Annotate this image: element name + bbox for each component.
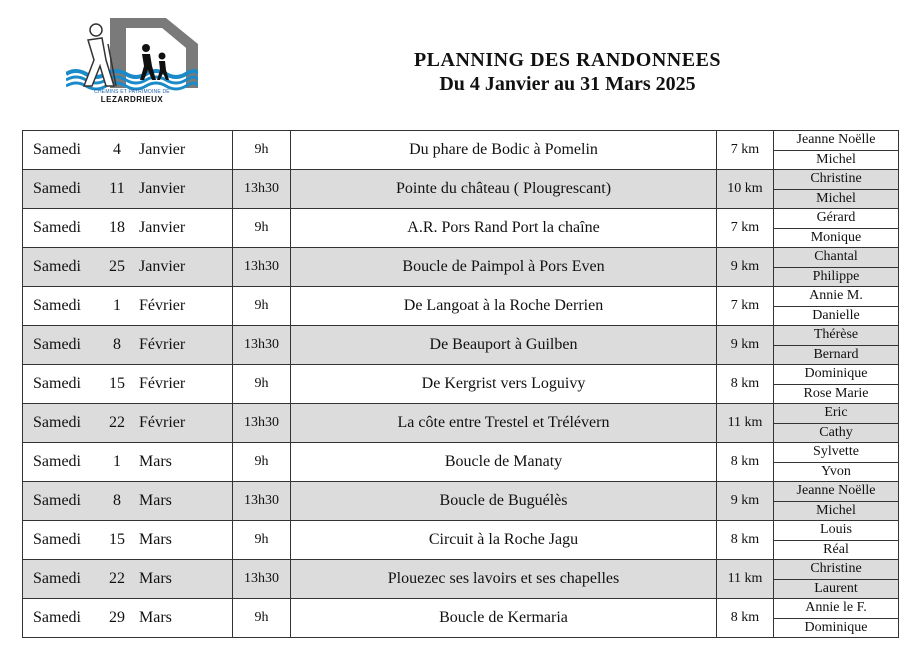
hike-day-number: 29 [109, 609, 125, 626]
hike-guide-2: Michel [774, 189, 899, 209]
hike-guide-1: Dominique [774, 365, 899, 385]
hike-route: Boucle de Paimpol à Pors Even [291, 248, 717, 287]
hike-month: Février [139, 336, 186, 353]
hike-guide-1: Christine [774, 170, 899, 190]
hike-guide-1: Chantal [774, 248, 899, 268]
hike-guide-2: Michel [774, 501, 899, 521]
hike-weekday: Samedi [33, 492, 81, 509]
hike-day-number: 22 [109, 570, 125, 587]
hike-month: Mars [139, 492, 172, 509]
hike-weekday: Samedi [33, 297, 81, 314]
hike-distance: 8 km [717, 599, 774, 638]
hike-day-number: 8 [113, 336, 121, 353]
hike-month: Février [139, 375, 186, 392]
hike-guide-1: Annie le F. [774, 599, 899, 619]
hike-date [23, 248, 233, 287]
hike-distance: 9 km [717, 482, 774, 521]
hike-month: Février [139, 297, 186, 314]
hike-guide-1: Eric [774, 404, 899, 424]
hike-date [23, 521, 233, 560]
hike-date [23, 287, 233, 326]
hike-time: 9h [233, 521, 291, 560]
hike-weekday: Samedi [33, 375, 81, 392]
hike-day-number: 8 [113, 492, 121, 509]
hike-row [23, 521, 899, 541]
hike-distance: 10 km [717, 170, 774, 209]
hike-time: 9h [233, 599, 291, 638]
hike-distance: 8 km [717, 521, 774, 560]
hike-time: 9h [233, 131, 291, 170]
hike-distance: 11 km [717, 560, 774, 599]
hike-guide-1: Thérèse [774, 326, 899, 346]
hike-distance: 9 km [717, 248, 774, 287]
hike-guide-2: Laurent [774, 579, 899, 599]
hike-guide-2: Dominique [774, 618, 899, 638]
hike-day-number: 4 [113, 141, 121, 158]
hike-route: Boucle de Manaty [291, 443, 717, 482]
hike-guide-1: Annie M. [774, 287, 899, 307]
hike-weekday: Samedi [33, 219, 81, 236]
hike-date [23, 209, 233, 248]
hike-weekday: Samedi [33, 180, 81, 197]
page-title-block [380, 48, 755, 96]
hike-date [23, 560, 233, 599]
hike-row [23, 560, 899, 580]
hike-day-number: 15 [109, 375, 125, 392]
hike-time: 13h30 [233, 326, 291, 365]
page-subtitle: Du 4 Janvier au 31 Mars 2025 [439, 73, 696, 95]
hike-guide-2: Danielle [774, 306, 899, 326]
hike-date [23, 170, 233, 209]
hike-day-number: 1 [113, 297, 121, 314]
hike-weekday: Samedi [33, 609, 81, 626]
hike-guide-1: Gérard [774, 209, 899, 229]
hike-route: Circuit à la Roche Jagu [291, 521, 717, 560]
hike-guide-1: Louis [774, 521, 899, 541]
hike-distance: 8 km [717, 365, 774, 404]
hike-route: Plouezec ses lavoirs et ses chapelles [291, 560, 717, 599]
hike-route: De Langoat à la Roche Derrien [291, 287, 717, 326]
hike-date [23, 365, 233, 404]
hike-day-number: 15 [109, 531, 125, 548]
hike-guide-1: Sylvette [774, 443, 899, 463]
hike-guide-2: Rose Marie [774, 384, 899, 404]
hike-distance: 9 km [717, 326, 774, 365]
hike-time: 9h [233, 209, 291, 248]
hike-guide-2: Réal [774, 540, 899, 560]
hike-time: 13h30 [233, 170, 291, 209]
hike-guide-2: Cathy [774, 423, 899, 443]
club-logo [66, 16, 198, 104]
hike-day-number: 22 [109, 414, 125, 431]
hike-time: 13h30 [233, 560, 291, 599]
hike-time: 13h30 [233, 404, 291, 443]
hike-row [23, 599, 899, 619]
hike-month: Mars [139, 453, 172, 470]
hike-weekday: Samedi [33, 414, 81, 431]
hike-date [23, 482, 233, 521]
hikes-schedule-table [22, 130, 899, 638]
hike-weekday: Samedi [33, 336, 81, 353]
hike-distance: 8 km [717, 443, 774, 482]
hike-date [23, 404, 233, 443]
hike-row [23, 443, 899, 463]
hike-month: Mars [139, 609, 172, 626]
hike-weekday: Samedi [33, 453, 81, 470]
hike-guide-2: Philippe [774, 267, 899, 287]
hike-guide-2: Yvon [774, 462, 899, 482]
hike-row [23, 326, 899, 346]
hike-row [23, 365, 899, 385]
hike-time: 9h [233, 443, 291, 482]
hike-month: Janvier [139, 219, 186, 236]
schedule-body [23, 131, 899, 638]
hike-row [23, 404, 899, 424]
hike-distance: 11 km [717, 404, 774, 443]
hike-day-number: 11 [109, 180, 125, 197]
hike-month: Janvier [139, 141, 186, 158]
hike-time: 9h [233, 287, 291, 326]
hike-day-number: 1 [113, 453, 121, 470]
hike-route: La côte entre Trestel et Trélévern [291, 404, 717, 443]
hike-route: A.R. Pors Rand Port la chaîne [291, 209, 717, 248]
hike-route: Du phare de Bodic à Pomelin [291, 131, 717, 170]
hike-time: 13h30 [233, 482, 291, 521]
hike-weekday: Samedi [33, 531, 81, 548]
hike-weekday: Samedi [33, 258, 81, 275]
hike-date [23, 326, 233, 365]
hike-distance: 7 km [717, 131, 774, 170]
hike-day-number: 18 [109, 219, 125, 236]
hike-row [23, 170, 899, 190]
hike-row [23, 131, 899, 151]
hike-date [23, 131, 233, 170]
hike-guide-1: Jeanne Noëlle [774, 131, 899, 151]
hike-month: Mars [139, 570, 172, 587]
hike-row [23, 287, 899, 307]
hike-month: Janvier [139, 180, 186, 197]
hike-guide-2: Bernard [774, 345, 899, 365]
hike-distance: 7 km [717, 287, 774, 326]
logo-caption-bottom: LEZARDRIEUX [100, 95, 164, 104]
hike-guide-1: Christine [774, 560, 899, 580]
hike-date [23, 443, 233, 482]
hike-time: 9h [233, 365, 291, 404]
hike-month: Mars [139, 531, 172, 548]
hike-route: Boucle de Kermaria [291, 599, 717, 638]
hike-weekday: Samedi [33, 141, 81, 158]
page-title: PLANNING DES RANDONNEES [413, 49, 722, 71]
hike-guide-1: Jeanne Noëlle [774, 482, 899, 502]
hike-month: Février [139, 414, 186, 431]
hike-distance: 7 km [717, 209, 774, 248]
hike-route: De Beauport à Guilben [291, 326, 717, 365]
hike-date [23, 599, 233, 638]
logo-caption-top: CHEMINS ET PATRIMOINE DE [94, 89, 170, 95]
hike-guide-2: Michel [774, 150, 899, 170]
hike-guide-2: Monique [774, 228, 899, 248]
hike-route: Boucle de Buguélès [291, 482, 717, 521]
hike-route: De Kergrist vers Loguivy [291, 365, 717, 404]
hike-row [23, 482, 899, 502]
hike-row [23, 248, 899, 268]
hike-route: Pointe du château ( Plougrescant) [291, 170, 717, 209]
hike-weekday: Samedi [33, 570, 81, 587]
hike-month: Janvier [139, 258, 186, 275]
hike-time: 13h30 [233, 248, 291, 287]
hike-row [23, 209, 899, 229]
hike-day-number: 25 [109, 258, 125, 275]
